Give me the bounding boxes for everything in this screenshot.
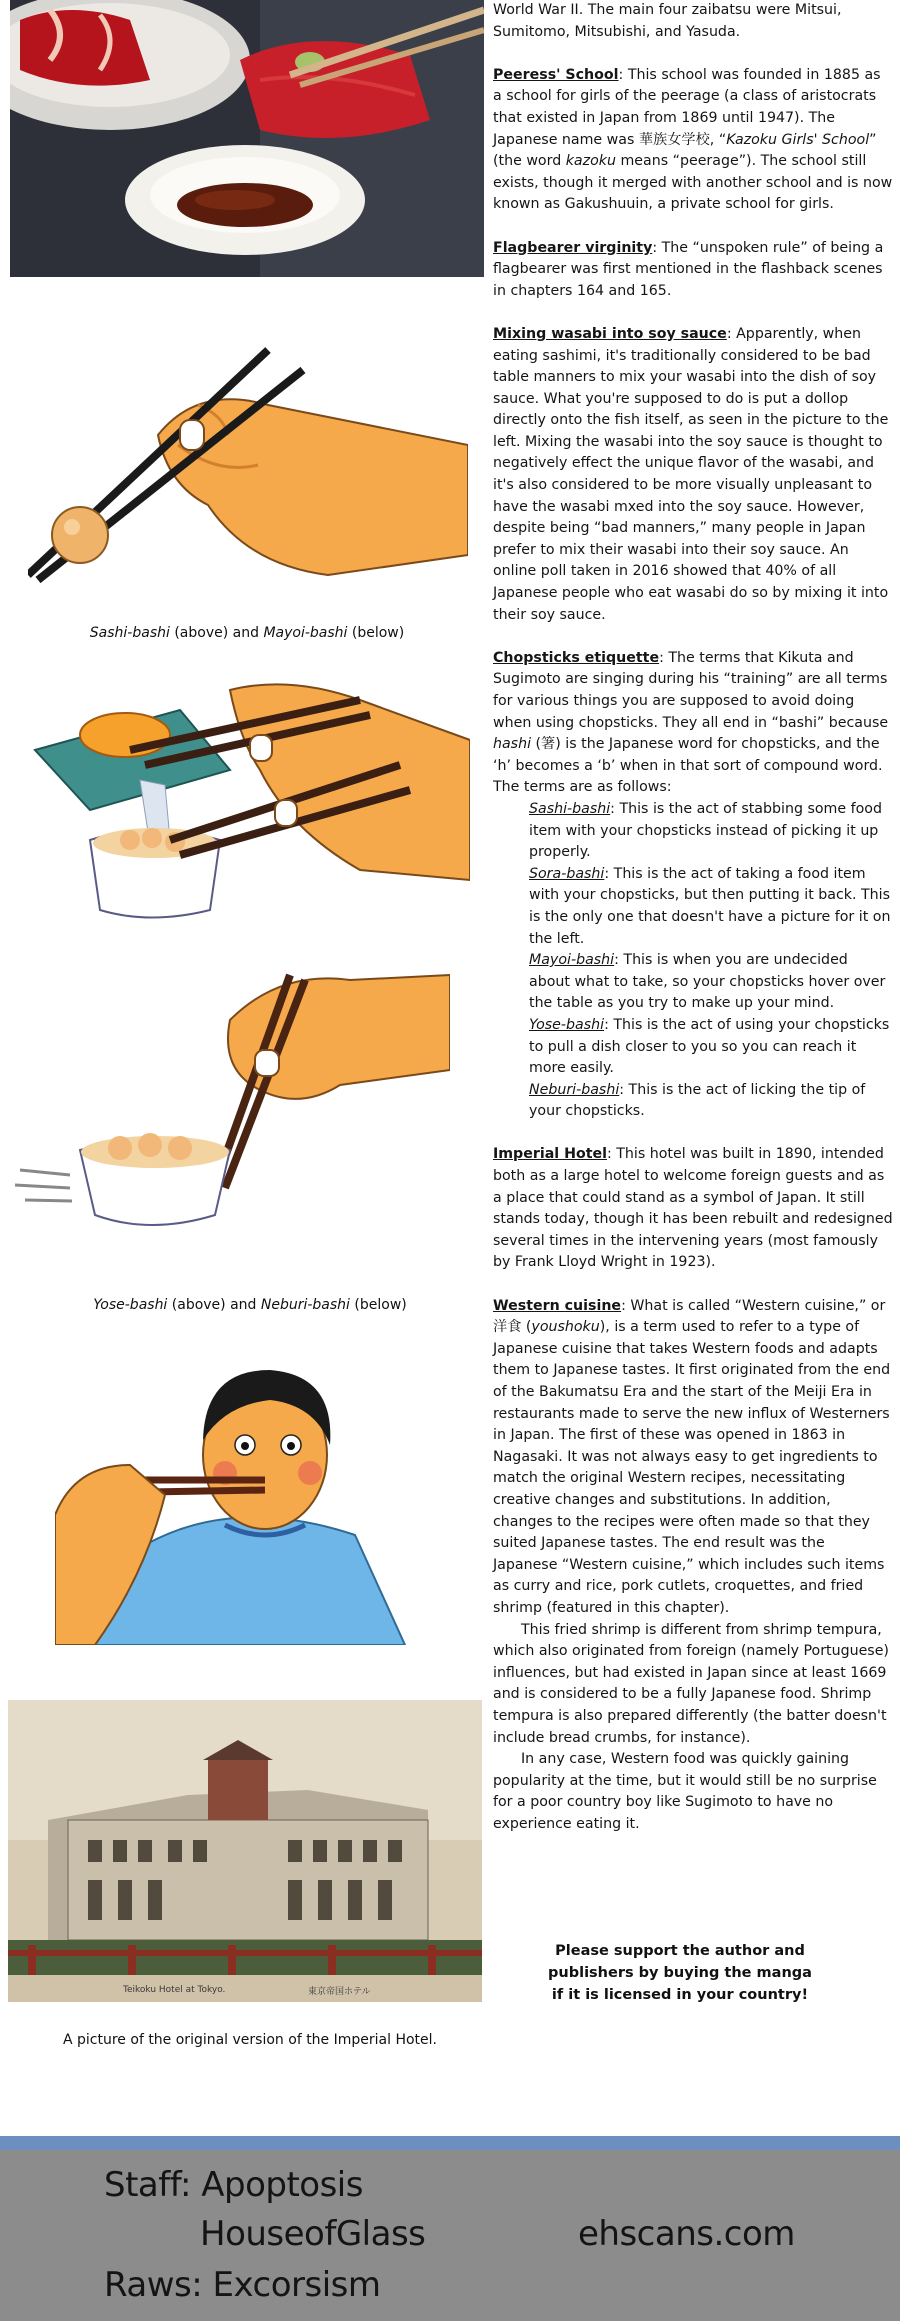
chopsticks-note: [493, 648, 893, 1123]
sashimi-photo: [10, 0, 484, 277]
staff-credit-2: HouseofGlass: [200, 2214, 426, 2254]
term-desc: : This is when you are undecided about what to take, so your chopsticks hover over the table as you try to make up your mind.: [529, 952, 886, 1012]
term-item-mayoi: [493, 950, 893, 1015]
note-body: ), is a term used to refer to a type of Japanese cuisine that takes Western foods and adapts them to Japanese tastes. It first originated from the end of the Bakumatsu Era and the start of the Meiji Era in restaurants made to serve the new influx of Westerners in Japan. The first of these was opened in 1863 in Nagasaki. It was not always easy to get ingredients to match the original Western recipes, necessitating creative changes and substitutions. In addition, changes to the recipes were often made so that they suited Japanese tastes. The end result was the Japanese “Western cuisine,” which includes such items as curry and rice, pork cutlets, croquettes, and fried shrimp (featured in this chapter).: [493, 1319, 891, 1616]
imperial-hotel-photo: [8, 1700, 482, 2002]
term-desc: : This is the act of using your chopsticks to pull a dish closer to you so you can reach it more easily.: [529, 1016, 890, 1077]
credits-footer: [0, 2150, 900, 2321]
wasabi-note: [493, 324, 893, 626]
term-name: Yose-bashi: [529, 1016, 605, 1033]
support-notice: Please support the author and publishers by buying the manga if it is licensed in your country!: [548, 1943, 812, 2003]
term-name: Sora-bashi: [529, 865, 605, 882]
term-desc: : This is the act of stabbing some food item with your chopsticks instead of picking it up properly.: [529, 800, 882, 861]
note-body: : The terms that Kikuta and Sugimoto are singing during his “training” are all terms for various things you are supposed to avoid doing when using chopsticks. They all end in “bashi” because: [493, 649, 889, 731]
note-body: (箸) is the Japanese word for chopsticks, and the ‘h’ becomes a ‘b’ when in that sort of compound word. The terms are as follows:: [493, 736, 883, 796]
footer-stripe: [0, 2136, 900, 2150]
western-cuisine-paragraph-3: In any case, Western food was quickly gaining popularity at the time, but it would still be no surprise for a poor country boy like Sugimoto to have no experience eating it.: [493, 1751, 877, 1832]
intro-tail-text: World War II. The main four zaibatsu were Mitsui, Sumitomo, Mitsubishi, and Yasuda.: [493, 2, 842, 40]
caption-term: Neburi-bashi: [260, 1297, 350, 1313]
site-link[interactable]: ehscans.com: [578, 2214, 795, 2254]
term-item-yose: [493, 1015, 893, 1080]
notes-column: [493, 0, 893, 1835]
term-item-neburi: [493, 1080, 893, 1123]
term-item-sora: [493, 864, 893, 950]
caption-term: Mayoi-bashi: [263, 625, 348, 641]
western-cuisine-note: [493, 1296, 893, 1836]
note-italic: youshoku: [531, 1319, 600, 1336]
note-body: : What is called “Western cuisine,” or 洋食 (: [493, 1297, 886, 1336]
intro-tail-paragraph: [493, 0, 893, 43]
note-term: Peeress' School: [493, 66, 619, 83]
note-italic: kazoku: [565, 153, 616, 170]
western-cuisine-paragraph-2: This fried shrimp is different from shrimp tempura, which also originated from foreign (namely Portuguese) influences, but had existed in Japan since at least 1669 and is considered to be a fully Japanese food. Shrimp tempura is also prepared differently (the batter doesn't include bread crumbs, for instance).: [493, 1621, 889, 1746]
term-desc: : This is the act of licking the tip of your chopsticks.: [529, 1081, 866, 1120]
term-name: Sashi-bashi: [529, 800, 611, 817]
term-item-sashi: [493, 799, 893, 864]
note-body: ” (the word: [493, 131, 877, 170]
term-desc: : This is the act of taking a food item with your chopsticks, but then putting it back. This is the only one that doesn't have a picture for it on the left.: [529, 865, 891, 947]
note-term: Mixing wasabi into soy sauce: [493, 325, 727, 342]
note-body: : This hotel was built in 1890, intended both as a large hotel to welcome foreign guests and as a place that could stand as a symbol of Japan. It still stands today, though it has been rebuilt and redesigned several times in the intervening years (most famously by Frank Lloyd Wright in 1923).: [493, 1146, 893, 1271]
note-italic: Kazoku Girls' School: [726, 131, 870, 148]
note-term: Chopsticks etiquette: [493, 649, 660, 666]
note-term: Flagbearer virginity: [493, 239, 653, 256]
note-body: means “peerage”). The school still exists, though it merged with another school and is now known as Gakushuuin, a private school for girls.: [493, 153, 893, 213]
sashi-bashi-illustration: [28, 345, 468, 585]
caption-term: Yose-bashi: [93, 1297, 168, 1313]
flagbearer-note: [493, 238, 893, 303]
imperial-hotel-note: [493, 1144, 893, 1274]
note-body: : Apparently, when eating sashimi, it's traditionally considered to be bad table manners to mix your wasabi into the dish of soy sauce. What you're supposed to do is put a dollop directly onto the fish itself, as seen in the picture to the left. Mixing the wasabi into the soy sauce is thought to negatively effect the unique flavor of the wasabi, and it's also considered to be more visually unpleasant to have the wasabi mxed into the soy sauce. However, despite being “bad manners,” many people in Japan prefer to mix their wasabi into their soy sauce. An online poll taken in 2016 showed that 40% of all Japanese people who eat wasabi do so by mixing it into their soy sauce.: [493, 325, 889, 623]
note-body: : This school was founded in 1885 as a school for girls of the peerage (a class of aristocrats that existed in Japan from 1869 until 1947). The Japanese name was 華族女学校, “: [493, 66, 881, 148]
note-term: Western cuisine: [493, 1297, 622, 1314]
note-italic: hashi: [493, 736, 532, 753]
caption-term: Sashi-bashi: [89, 625, 170, 641]
term-name: Neburi-bashi: [529, 1081, 620, 1098]
caption-text: (below): [347, 625, 405, 641]
term-name: Mayoi-bashi: [529, 952, 615, 969]
postcard-caption-jp: 東京帝国ホテル: [308, 1987, 371, 1997]
note-body: : The “unspoken rule” of being a flagbearer was first mentioned in the flashback scenes in chapters 164 and 165.: [493, 239, 884, 299]
note-term: Imperial Hotel: [493, 1146, 607, 1163]
caption-yose-neburi: [10, 1297, 490, 1313]
raws-credit: Raws: Excorsism: [104, 2265, 381, 2305]
caption-text: (below): [349, 1297, 407, 1313]
yose-bashi-illustration: [10, 960, 450, 1260]
neburi-bashi-illustration: [55, 1345, 415, 1645]
postcard-caption-en: Teikoku Hotel at Tokyo.: [123, 1985, 226, 1995]
peeress-school-note: [493, 65, 893, 216]
mayoi-bashi-illustration: [30, 680, 470, 930]
caption-text: (above) and: [169, 625, 264, 641]
caption-imperial-hotel: A picture of the original version of the Imperial Hotel.: [63, 2032, 437, 2048]
caption-sashi-mayoi: [10, 625, 484, 641]
staff-credit: Staff: Apoptosis: [104, 2165, 363, 2205]
caption-text: (above) and: [167, 1297, 261, 1313]
